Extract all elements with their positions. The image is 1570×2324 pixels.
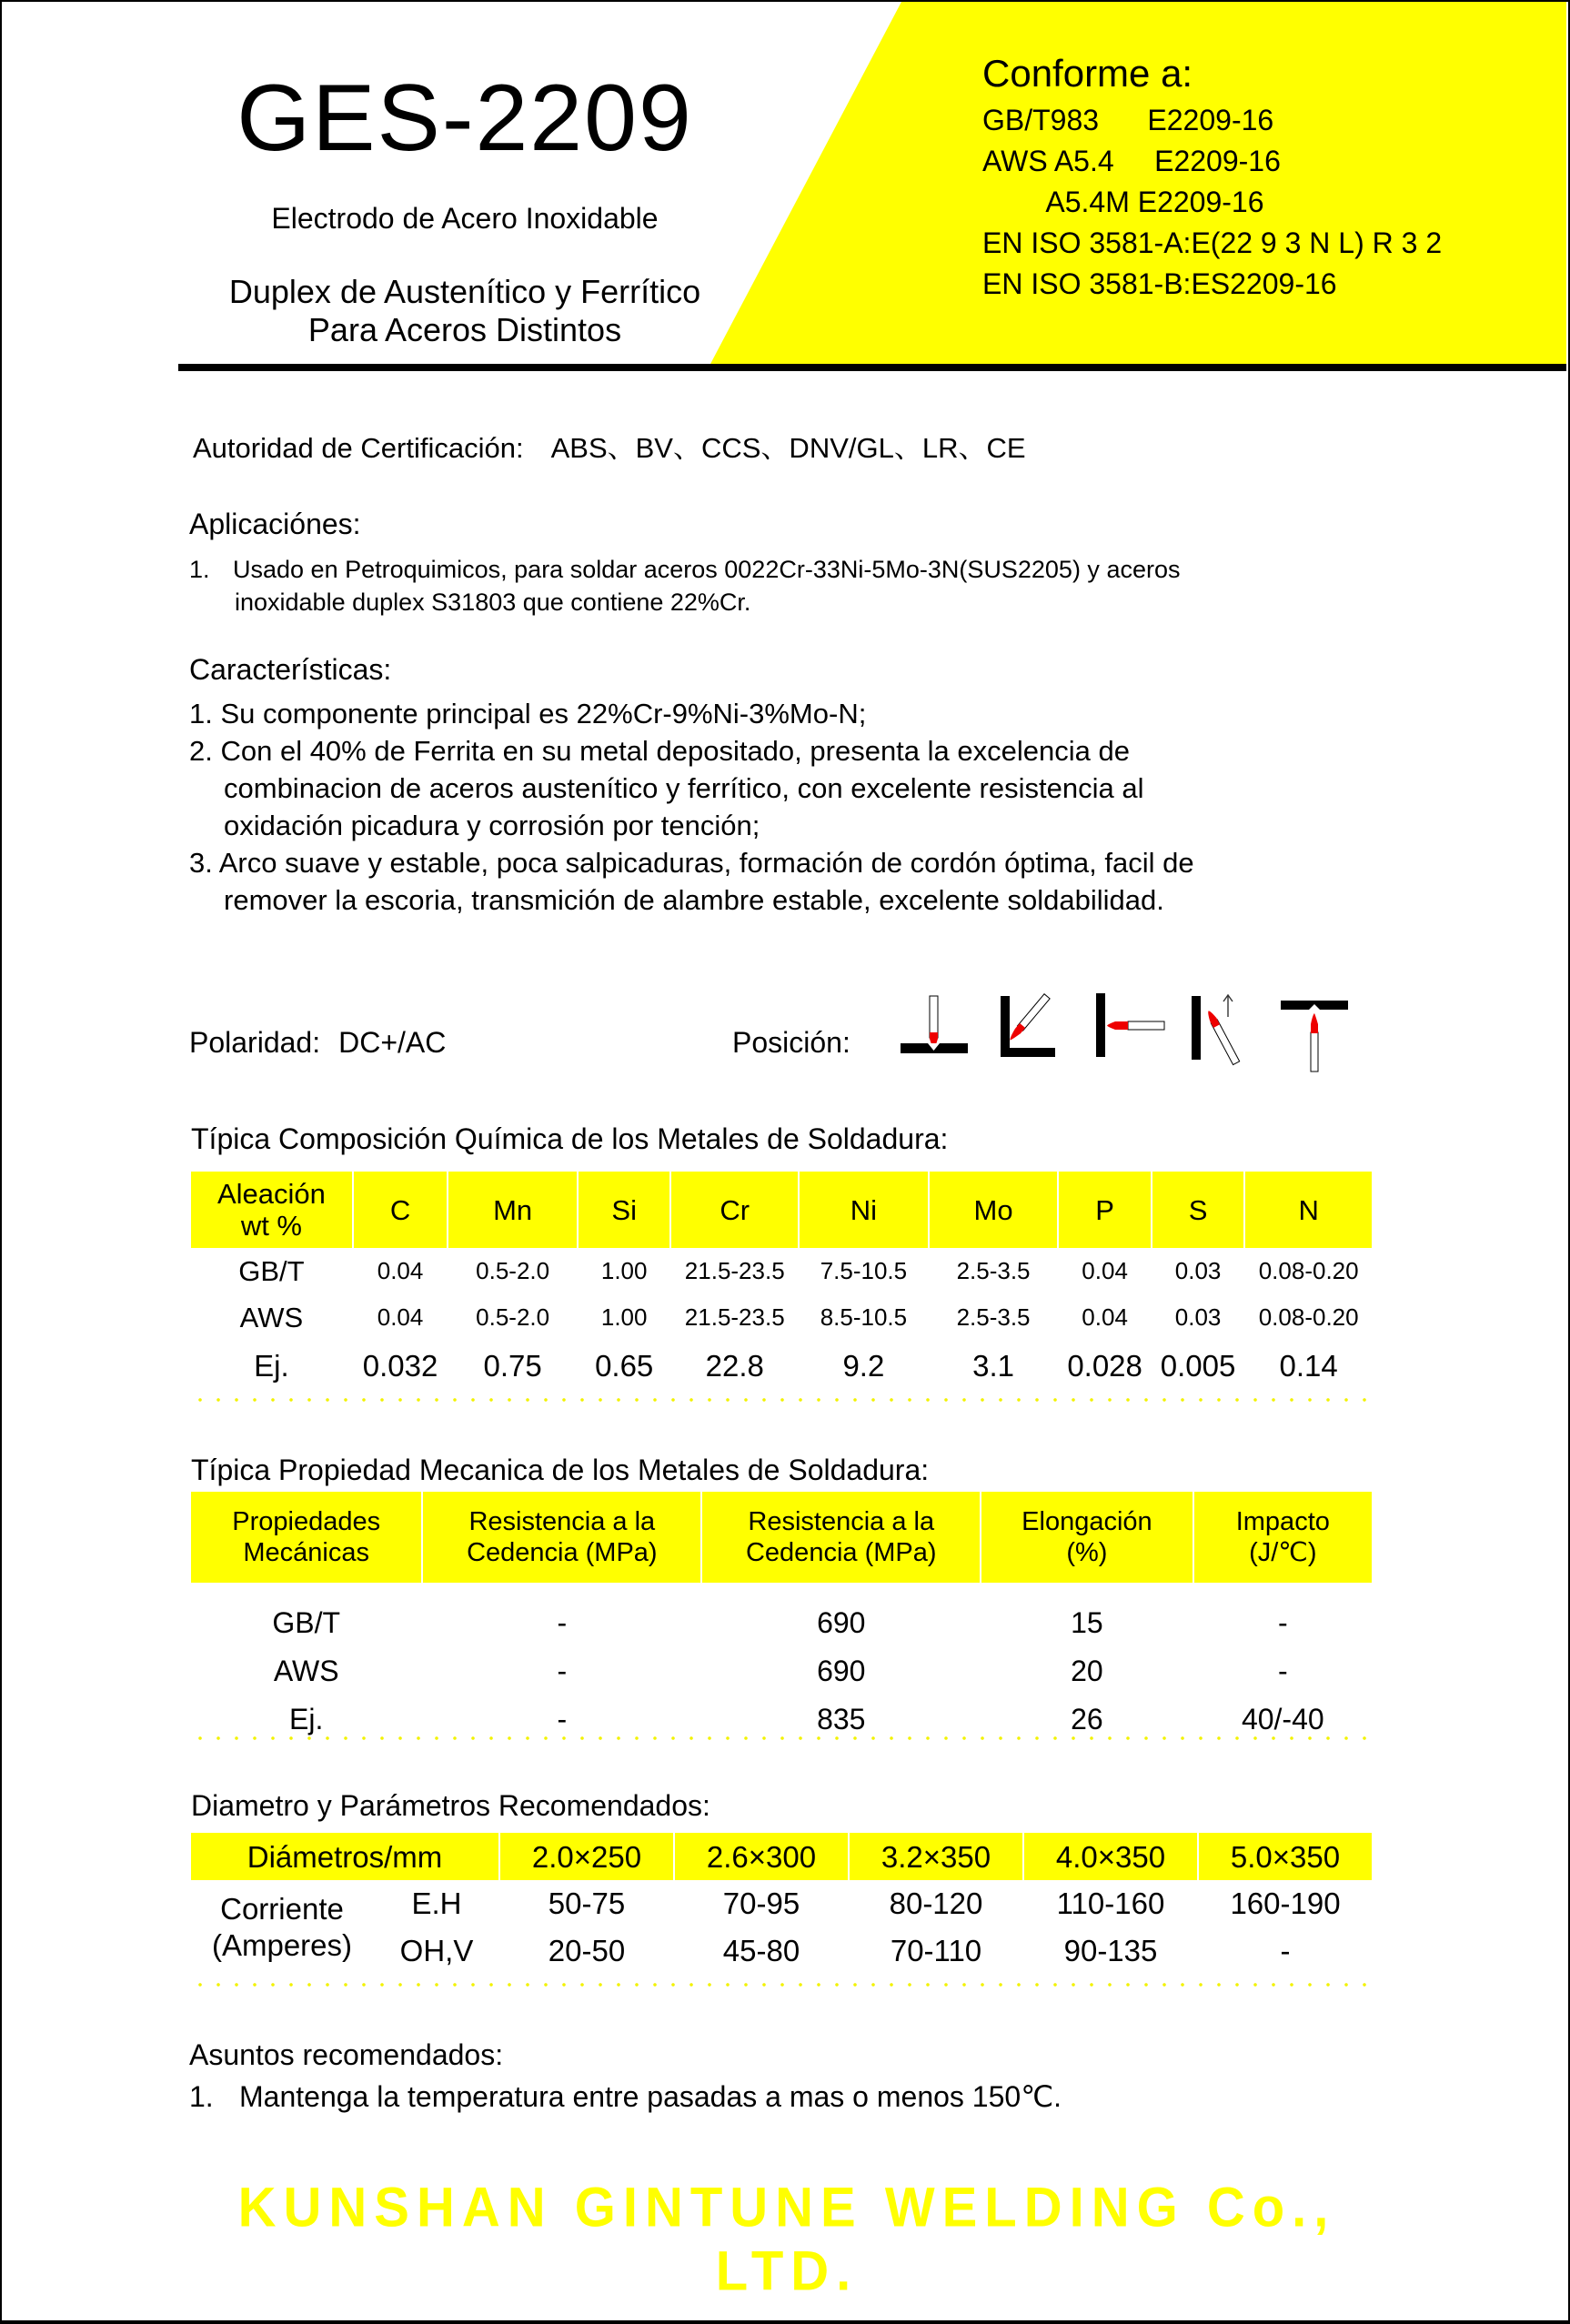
table-row [191, 1294, 1372, 1341]
table-cell: 0.08-0.20 [1258, 1303, 1359, 1331]
header-line: Cedencia (MPa) [745, 1538, 937, 1567]
table-cell: - [1277, 1606, 1288, 1639]
certification-label: Autoridad de Certificación: [193, 432, 524, 464]
item-text-continued: inoxidable duplex S31803 que contiene 22%Cr. [235, 589, 751, 616]
horizontal-fillet-position-icon [1001, 994, 1055, 1057]
table-cell: 0.03 [1174, 1257, 1222, 1284]
conformity-line: A5.4M E2209-16 [982, 186, 1264, 218]
polarity-row [189, 1026, 446, 1060]
conformity-line: AWS A5.4 E2209-16 [982, 145, 1281, 177]
conformity-block [982, 51, 1442, 305]
column-header: 2.0×250 [500, 1833, 673, 1880]
conformity-line: EN ISO 3581-A:E(22 9 3 N L) R 3 2 [982, 226, 1443, 259]
table-cell: - [557, 1655, 568, 1687]
diameter-title: Diametro y Parámetros Recomendados: [191, 1789, 710, 1822]
list-item: 3. Arco suave y estable, poca salpicaduras, formación de cordón óptima, facil de [189, 847, 1194, 879]
table-cell: 22.8 [705, 1349, 764, 1383]
header-line: wt % [240, 1210, 302, 1242]
diameter-parameters-table [189, 1833, 1374, 1975]
header-line: Elongación [1022, 1507, 1152, 1536]
header-line: Aleación [216, 1178, 326, 1210]
mechanical-title: Típica Propiedad Mecanica de los Metales de Soldadura: [191, 1454, 930, 1486]
header-divider [178, 364, 1566, 371]
table-row [191, 1341, 1372, 1392]
table-cell: 0.032 [362, 1349, 438, 1383]
header-line: (J/℃) [1249, 1538, 1317, 1567]
current-group-label [191, 1880, 373, 1975]
table-row [191, 1248, 1372, 1294]
table-cell: 0.005 [1160, 1349, 1236, 1383]
row-label: GB/T [238, 1254, 305, 1287]
table-cell: 0.04 [377, 1257, 424, 1284]
table-cell: 40/-40 [1241, 1703, 1324, 1735]
table-cell: 0.08-0.20 [1258, 1257, 1359, 1284]
row-label: Ej. [254, 1349, 289, 1383]
column-header [981, 1492, 1192, 1583]
table-cell: - [1277, 1655, 1288, 1687]
header-line: (%) [1066, 1538, 1108, 1567]
table-cell: - [557, 1606, 568, 1639]
certification-row [193, 425, 1026, 466]
product-code: GES-2209 [237, 65, 693, 171]
table-row [191, 1583, 1372, 1647]
column-header: 3.2×350 [850, 1833, 1022, 1880]
column-header: N [1245, 1172, 1372, 1248]
table-cell: 0.04 [377, 1303, 424, 1331]
row-label: OH,V [399, 1934, 474, 1967]
column-header: C [354, 1172, 447, 1248]
characteristics-list [189, 695, 1194, 919]
table-row [191, 1880, 1372, 1927]
characteristics-title: Características: [189, 653, 392, 686]
column-header [1194, 1492, 1372, 1583]
column-header: 5.0×350 [1199, 1833, 1372, 1880]
table-cell: 0.03 [1174, 1303, 1222, 1331]
table-cell: 8.5-10.5 [820, 1303, 908, 1331]
table-cell: 2.5-3.5 [956, 1303, 1031, 1331]
conformity-line: GB/T983 E2209-16 [982, 104, 1274, 136]
table-cell: 26 [1071, 1703, 1103, 1735]
applications-title: Aplicaciónes: [189, 508, 361, 540]
table-cell: 160-190 [1230, 1886, 1341, 1920]
header-line: Cedencia (MPa) [467, 1538, 658, 1567]
table-cell: 3.1 [972, 1349, 1014, 1383]
column-header: 2.6×300 [675, 1833, 848, 1880]
row-label: AWS [273, 1655, 339, 1687]
table-cell: 50-75 [548, 1886, 626, 1920]
description-line: Para Aceros Distintos [307, 311, 622, 348]
header-line: Propiedades [232, 1507, 381, 1536]
column-header: Ni [800, 1172, 928, 1248]
row-label: Ej. [289, 1703, 324, 1735]
table-cell: 0.5-2.0 [476, 1303, 550, 1331]
company-name: KUNSHAN GINTUNE WELDING Co., LTD. [237, 2176, 1336, 2303]
table-cell: 1.00 [600, 1303, 648, 1331]
table-cell: 690 [817, 1606, 866, 1639]
table-cell: 0.65 [595, 1349, 654, 1383]
column-header: Diámetros/mm [191, 1833, 498, 1880]
table-cell: 15 [1071, 1606, 1103, 1639]
column-header [702, 1492, 980, 1583]
chemical-composition-table [189, 1172, 1374, 1392]
header-line: Resistencia a la [748, 1507, 935, 1536]
flat-position-icon [901, 996, 968, 1053]
polarity-label: Polaridad: [189, 1026, 321, 1059]
mechanical-properties-table [189, 1492, 1374, 1744]
dotted-divider [191, 1983, 1374, 1987]
table-cell: - [1280, 1934, 1291, 1967]
dotted-divider [191, 1736, 1374, 1740]
table-cell: 20-50 [548, 1934, 626, 1967]
table-cell: - [557, 1703, 568, 1735]
polarity-value: DC+/AC [338, 1026, 447, 1059]
vertical-up-position-icon [1192, 995, 1240, 1065]
list-item-continued: remover la escoria, transmición de alambre estable, excelente soldabilidad. [224, 884, 1164, 916]
list-item-continued: combinacion de aceros austenítico y ferrítico, con excelente resistencia al [224, 772, 1144, 804]
dotted-divider [191, 1398, 1374, 1402]
table-cell: 0.04 [1082, 1257, 1128, 1284]
table-cell: 20 [1071, 1655, 1103, 1687]
header-line: Impacto [1235, 1507, 1330, 1536]
group-label-line: Corriente [220, 1892, 344, 1926]
table-cell: 9.2 [842, 1349, 885, 1383]
table-cell: 835 [817, 1703, 866, 1735]
column-header [423, 1492, 700, 1583]
column-header: Si [579, 1172, 669, 1248]
column-header [191, 1492, 421, 1583]
list-item: 1. Su componente principal es 22%Cr-9%Ni-3%Mo-N; [189, 698, 867, 729]
header-line: Mecánicas [243, 1538, 369, 1567]
table-header-row [191, 1172, 1372, 1248]
table-cell: 0.5-2.0 [476, 1257, 550, 1284]
conformity-line: EN ISO 3581-B:ES2209-16 [982, 267, 1337, 300]
table-cell: 0.028 [1067, 1349, 1142, 1383]
table-cell: 2.5-3.5 [956, 1257, 1031, 1284]
header-line: Resistencia a la [468, 1507, 656, 1536]
table-cell: 90-135 [1063, 1934, 1158, 1967]
row-label: GB/T [272, 1606, 341, 1639]
position-label: Posición: [732, 1026, 850, 1059]
table-cell: 1.00 [600, 1257, 648, 1284]
list-item [189, 2079, 1062, 2114]
table-cell: 21.5-23.5 [684, 1303, 785, 1331]
table-cell: 690 [817, 1655, 866, 1687]
product-subtitle: Electrodo de Acero Inoxidable [271, 202, 659, 235]
column-header: Cr [671, 1172, 798, 1248]
table-header-row [191, 1833, 1372, 1880]
description-line: Duplex de Austenítico y Ferrítico [228, 273, 701, 310]
table-cell: 21.5-23.5 [684, 1257, 785, 1284]
table-cell: 110-160 [1056, 1886, 1165, 1920]
overhead-position-icon [1281, 1001, 1348, 1071]
list-item [189, 553, 1180, 586]
column-header: Mo [930, 1172, 1058, 1248]
horizontal-position-icon [1096, 993, 1164, 1057]
column-header: 4.0×350 [1024, 1833, 1197, 1880]
item-number: 1. [189, 2080, 214, 2113]
row-label: E.H [411, 1886, 462, 1920]
table-header-row [191, 1492, 1372, 1583]
item-text: Mantenga la temperatura entre pasadas a mas o menos 150℃. [239, 2080, 1062, 2113]
column-header: Mn [448, 1172, 577, 1248]
certification-value: ABS、BV、CCS、DNV/GL、LR、CE [550, 432, 1026, 464]
table-cell: 80-120 [889, 1886, 983, 1920]
item-number: 1. [189, 556, 210, 583]
applications-list [189, 553, 1180, 619]
table-row [191, 1647, 1372, 1695]
product-description [178, 273, 751, 349]
list-item-continued: oxidación picadura y corrosión por tención; [224, 810, 760, 841]
group-label-line: (Amperes) [211, 1928, 353, 1962]
table-cell: 70-95 [722, 1886, 800, 1920]
table-cell: 0.14 [1279, 1349, 1338, 1383]
welding-positions [901, 991, 1392, 1082]
list-item: 2. Con el 40% de Ferrita en su metal depositado, presenta la excelencia de [189, 735, 1130, 767]
row-label: AWS [239, 1301, 304, 1333]
column-header-alloy [191, 1172, 352, 1248]
item-text: Usado en Petroquimicos, para soldar aceros 0022Cr-33Ni-5Mo-3N(SUS2205) y aceros [233, 556, 1181, 583]
table-cell: 0.04 [1082, 1303, 1128, 1331]
column-header: S [1152, 1172, 1243, 1248]
table-cell: 70-110 [890, 1934, 982, 1967]
column-header: P [1059, 1172, 1150, 1248]
conformity-title: Conforme a: [982, 52, 1193, 95]
chemical-title: Típica Composición Química de los Metales de Soldadura: [191, 1122, 949, 1155]
table-cell: 7.5-10.5 [820, 1257, 908, 1284]
advice-title: Asuntos recomendados: [189, 2038, 504, 2071]
table-cell: 0.75 [483, 1349, 542, 1383]
table-cell: 45-80 [722, 1934, 800, 1967]
